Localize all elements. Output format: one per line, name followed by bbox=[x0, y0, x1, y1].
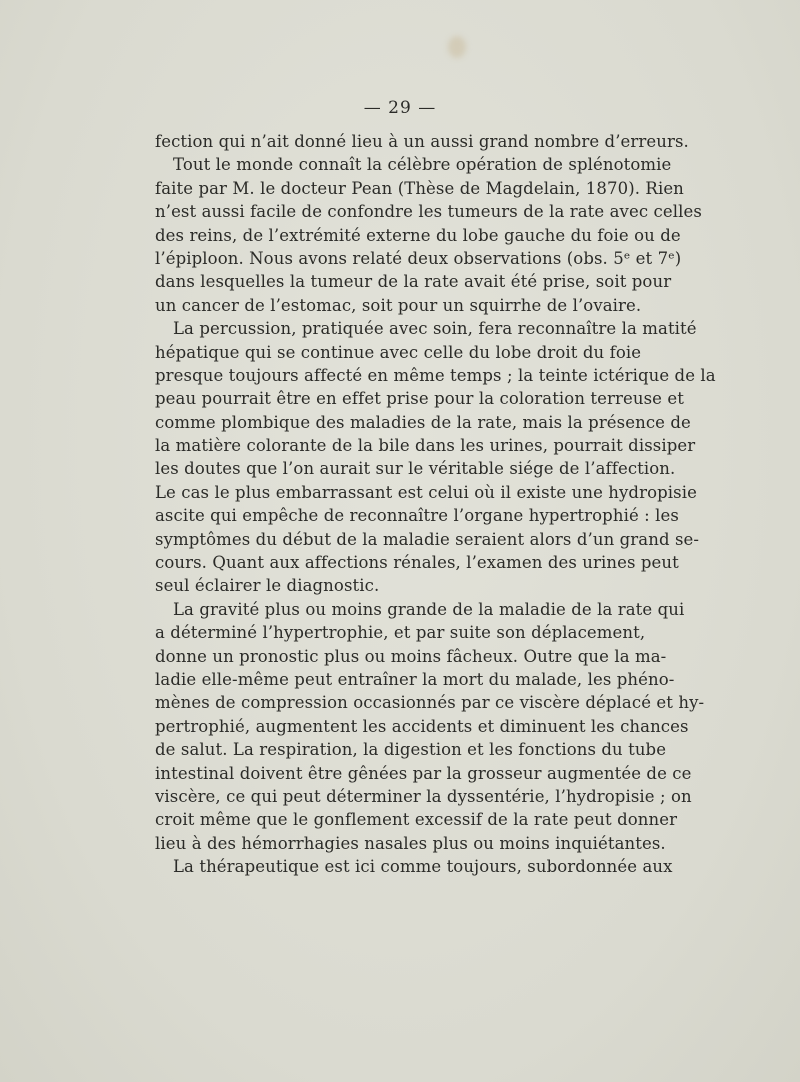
text-line: La percussion, pratiquée avec soin, fera reconnaître la matité bbox=[173, 319, 697, 339]
text-line: intestinal doivent être gênées par la grosseur augmentée de ce bbox=[155, 763, 692, 783]
text-line: hépatique qui se continue avec celle du lobe droit du foie bbox=[155, 342, 642, 362]
text-line: dans lesquelles la tumeur de la rate avait été prise, soit pour bbox=[155, 272, 672, 292]
text-line: viscère, ce qui peut déterminer la dyssentérie, l’hydropisie ; on bbox=[155, 786, 692, 806]
text-line: ascite qui empêche de reconnaître l’organe hypertrophié : les bbox=[155, 506, 679, 526]
text-line: cours. Quant aux affections rénales, l’examen des urines peut bbox=[155, 553, 679, 573]
text-line: des reins, de l’extrémité externe du lobe gauche du foie ou de bbox=[155, 225, 681, 245]
text-line: La gravité plus ou moins grande de la maladie de la rate qui bbox=[173, 599, 685, 619]
paper-stain bbox=[448, 36, 466, 58]
text-line: les doutes que l’on aurait sur le véritable siége de l’affection. bbox=[155, 459, 676, 479]
text-line: La thérapeutique est ici comme toujours, subordonnée aux bbox=[173, 857, 673, 877]
text-line: presque toujours affecté en même temps ; la teinte ictérique de la bbox=[155, 365, 716, 385]
text-line: ladie elle-même peut entraîner la mort du malade, les phéno- bbox=[155, 669, 675, 689]
text-line: mènes de compression occasionnés par ce viscère déplacé et hy- bbox=[155, 693, 705, 713]
text-line: donne un pronostic plus ou moins fâcheux. Outre que la ma- bbox=[155, 646, 667, 666]
text-line: pertrophié, augmentent les accidents et diminuent les chances bbox=[155, 716, 689, 736]
text-line: lieu à des hémorrhagies nasales plus ou moins inquiétantes. bbox=[155, 833, 666, 853]
text-line: Le cas le plus embarrassant est celui où il existe une hydropisie bbox=[155, 482, 697, 502]
text-line: croit même que le gonflement excessif de la rate peut donner bbox=[155, 810, 678, 830]
text-line: un cancer de l’estomac, soit pour un squirrhe de l’ovaire. bbox=[155, 295, 642, 315]
text-line: comme plombique des maladies de la rate, mais la présence de bbox=[155, 412, 691, 432]
text-line: de salut. La respiration, la digestion et les fonctions du tube bbox=[155, 740, 667, 760]
text-line: la matière colorante de la bile dans les urines, pourrait dissiper bbox=[155, 436, 696, 456]
text-line: l’épiploon. Nous avons relaté deux observations (obs. 5ᵉ et 7ᵉ) bbox=[155, 248, 682, 268]
text-line: peau pourrait être en effet prise pour la coloration terreuse et bbox=[155, 389, 684, 409]
body-text bbox=[155, 130, 716, 879]
text-line: fection qui n’ait donné lieu à un aussi grand nombre d’erreurs. bbox=[155, 132, 689, 151]
text-line: symptômes du début de la maladie seraient alors d’un grand se- bbox=[155, 529, 700, 549]
text-line: n’est aussi facile de confondre les tumeurs de la rate avec celles bbox=[155, 202, 702, 222]
text-line: faite par M. le docteur Pean (Thèse de Magdelain, 1870). Rien bbox=[155, 178, 684, 198]
page-number: — 29 — bbox=[363, 98, 437, 118]
text-line: Tout le monde connaît la célèbre opération de splénotomie bbox=[173, 155, 672, 175]
text-line: seul éclairer le diagnostic. bbox=[155, 576, 380, 596]
text-line: a déterminé l’hypertrophie, et par suite son déplacement, bbox=[155, 623, 646, 643]
